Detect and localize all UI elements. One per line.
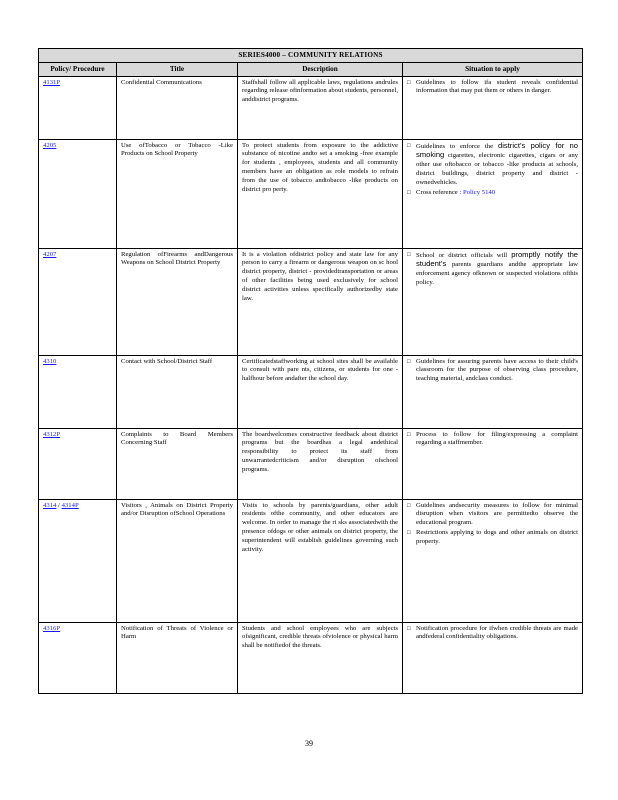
situation-cell (403, 622, 583, 693)
situation-cell (403, 76, 583, 139)
policy-cell (39, 76, 117, 139)
description-cell: Students and school employees who are subjects ofsignificant, credible threats ofviolence or physical harm shall be notifiedof the threats. (238, 622, 403, 693)
table-row (39, 248, 583, 355)
situation-item: □ Guidelines to follow ifa student reveals confidential information that may put them or others in danger. (407, 79, 578, 97)
situation-item (407, 142, 578, 188)
policy-link[interactable]: 4314 (43, 501, 57, 509)
situation-item: □ Guidelines andsecurity measures to follow for minimal disruption when visitors are permittedto observe the educational program. (407, 502, 578, 528)
policy-link-secondary[interactable]: 4314P (61, 501, 79, 509)
header-situation: Situation to apply (403, 62, 583, 76)
policy-link[interactable]: 4207 (43, 250, 57, 258)
table-row (39, 428, 583, 499)
title-cell: Contact with School/District Staff (117, 355, 238, 428)
situation-emphasis: district’s policy for no smoking (416, 140, 578, 160)
page-number: 39 (305, 739, 313, 748)
series-header-row (39, 49, 583, 63)
situation-cell (403, 355, 583, 428)
description-cell: The boardwelcomes constructive feedback about district programs but the boardhas a legal andethical responsibility to protect its staff from unwarrantedcriticism and/or disruption ofschool programs. (238, 428, 403, 499)
situation-text: parents guardians andthe appropriate law enforcement agency ofknown or suspected violations ofthis policy. (416, 261, 579, 286)
policy-link[interactable]: 4131P (43, 78, 61, 86)
series-title: SERIES4000 – COMMUNITY RELATIONS (39, 49, 583, 63)
policy-cell (39, 139, 117, 248)
policy-cell: 4314 / 4314P (39, 499, 117, 622)
title-cell: Complaints to Board Members Concerning Staff (117, 428, 238, 499)
situation-cell (403, 139, 583, 248)
title-cell: Confidential Communications (117, 76, 238, 139)
situation-item: □ Restrictions applying to dogs and other animals on district property. (407, 529, 578, 547)
situation-item: □ Notification procedure for ifwhen credible threats are made andfederal confidentiality obligations. (407, 625, 578, 643)
table-row (39, 76, 583, 139)
situation-cell (403, 248, 583, 355)
policy-cell (39, 622, 117, 693)
header-policy: Policy/ Procedure (39, 62, 117, 76)
situation-cell (403, 499, 583, 622)
situation-item (407, 189, 578, 198)
title-cell: Regulation ofFirearms andDangerous Weapons on School District Property (117, 248, 238, 355)
description-cell: Certificatedstaffworking at school sites shall be available to consult with pare nts, citizens, or students for one -halfhour before andafter the school day. (238, 355, 403, 428)
policy-table (38, 48, 583, 694)
policy-link[interactable]: 4312P (43, 430, 61, 438)
policy-link[interactable]: 4310 (43, 357, 57, 365)
policy-cell (39, 428, 117, 499)
policy-cell (39, 355, 117, 428)
situation-text: cigarettes, electronic cigarettes, cigars or any other use oftobacco or tobacco -like products at schools, district buildings, district property and district -ownedvehicles. (416, 152, 579, 186)
header-description: Description (238, 62, 403, 76)
table-row (39, 622, 583, 693)
situation-emphasis: promptly notify the student’s (416, 249, 579, 269)
policy-link[interactable]: 4316P (43, 624, 61, 632)
situation-cell (403, 428, 583, 499)
description-cell: Staffshall follow all applicable laws, regulations andrules regarding release ofinformation about students, personnel, anddistrict programs. (238, 76, 403, 139)
title-cell: Notification of Threats of Violence or Harm (117, 622, 238, 693)
cross-reference-link[interactable]: : Policy 5140 (459, 188, 496, 196)
column-header-row (39, 62, 583, 76)
header-title: Title (117, 62, 238, 76)
situation-text: School or district officials will (416, 251, 512, 259)
table-row (39, 139, 583, 248)
situation-item: □ Process to follow for filing/expressing a complaint regarding a staffmember. (407, 431, 578, 449)
policy-document (38, 48, 582, 694)
situation-text: Cross reference (416, 188, 460, 196)
situation-item (407, 251, 578, 288)
policy-link[interactable]: 4205 (43, 141, 57, 149)
table-row (39, 355, 583, 428)
description-cell: It is a violation ofdistrict policy and state law for any person to carry a firearm or dangerous weapon on sc hool district property, district - providedtransportation or areas of other facilities being used exclusively for school district activities unless specifically authorizedby state law. (238, 248, 403, 355)
title-cell: Use ofTobacco or Tobacco -Like Products on School Property (117, 139, 238, 248)
description-cell: Visits to schools by parents/guardians, other adult residents ofthe community, and other educators are welcome. In order to manage the ri sks associatedwith the presence ofdogs or other animals on district property, the superintendent will establish guidelines governing such activity. (238, 499, 403, 622)
description-cell: To protect students from exposure to the addictive substance of nicotine andto set a smoking -free example for students , employees, students and all community members have an obligation as role models to refrain from the use of tobacco andtobacco -like products on district pro perty. (238, 139, 403, 248)
policy-cell (39, 248, 117, 355)
situation-text: Guidelines to enforce the (416, 142, 498, 150)
title-cell: Visitors , Animals on District Property and/or Disruption ofSchool Operations (117, 499, 238, 622)
table-row (39, 499, 583, 622)
situation-item: □ Guidelines for assuring parents have access to their child's classroom for the purpose of observing class procedure, teaching material, andclass conduct. (407, 358, 578, 384)
